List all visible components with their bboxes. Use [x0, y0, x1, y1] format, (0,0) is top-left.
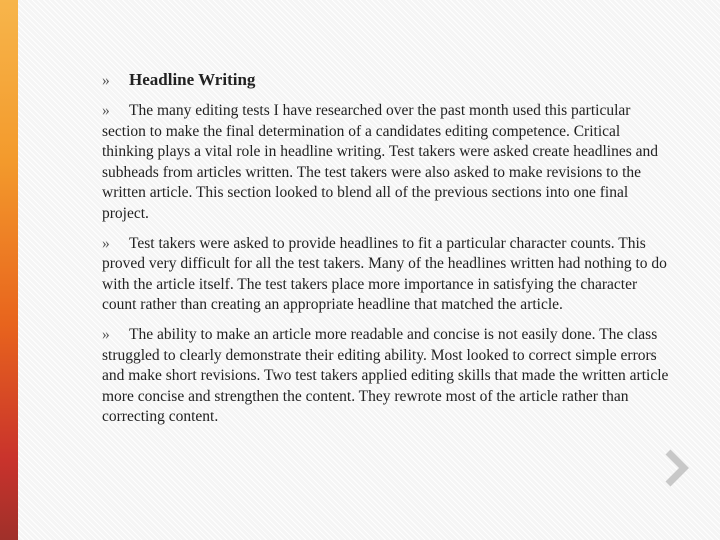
- bullet-icon: »: [102, 102, 110, 119]
- heading-text: Headline Writing: [129, 70, 256, 89]
- slide-content: [102, 68, 674, 437]
- bullet-icon: »: [102, 325, 110, 343]
- paragraph-1: [102, 101, 674, 225]
- paragraph-text: Test takers were asked to provide headlines to fit a particular character counts. This proved very difficult for all the test takers. Many of the headlines written had nothing to do with the article itself. The test takers place more importance in satisfying the character count rather than creating an appropriate headline that matched the article.: [102, 234, 667, 314]
- accent-side-bar: [0, 0, 18, 540]
- bullet-icon: »: [102, 72, 110, 89]
- slide-heading: [102, 68, 674, 93]
- bullet-icon: »: [102, 234, 110, 252]
- paragraph-text: The ability to make an article more readable and concise is not easily done. The class struggled to clearly demonstrate their editing ability. Most looked to correct simple errors and make short revisions. Two test takers applied editing skills that made the written article more concise and strengthen the content. They rewrote most of the article rather than correcting content.: [102, 325, 669, 426]
- chevron-right-icon[interactable]: [662, 448, 690, 488]
- paragraph-text: The many editing tests I have researched over the past month used this particular section to make the final determination of a candidates editing competence. Critical thinking plays a vital role in headline writing. Test takers were asked create headlines and subheads from articles written. The test takers were also asked to make revisions to the written article. This section looked to blend all of the previous sections into one final project.: [102, 102, 659, 222]
- paragraph-3: [102, 325, 674, 428]
- paragraph-2: [102, 234, 674, 316]
